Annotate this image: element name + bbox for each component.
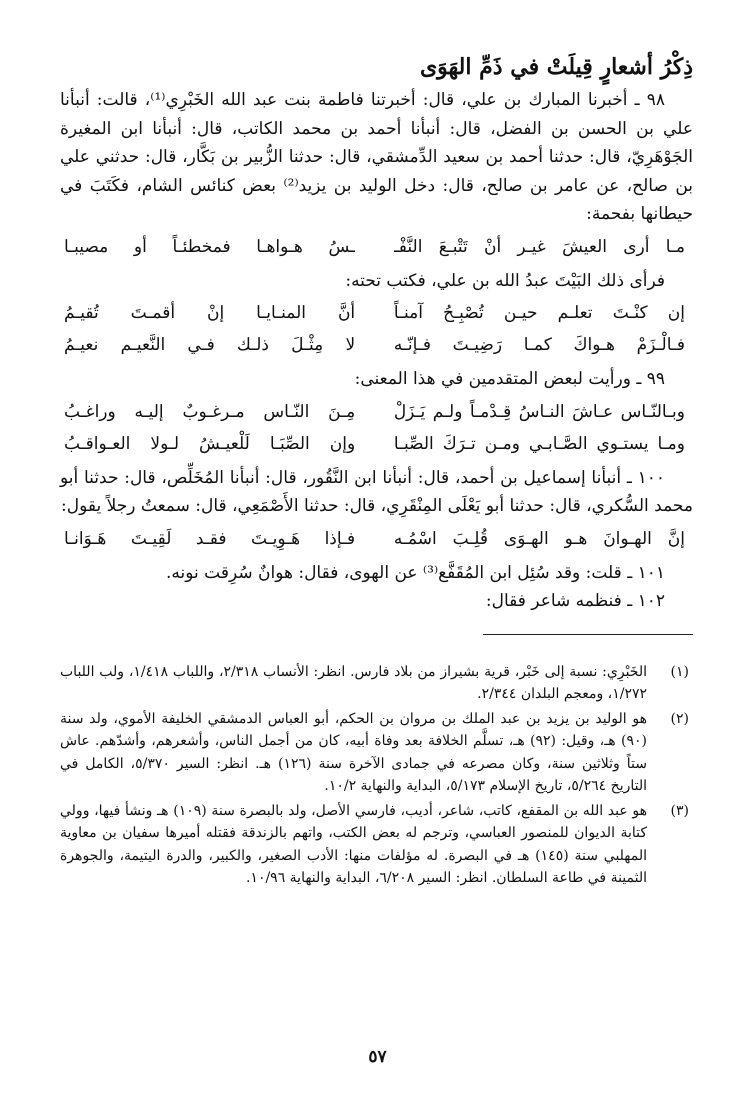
section-title: ذِكْرُ أشعارٍ قِيلَتْ في ذَمِّ الهَوَى (419, 54, 693, 80)
footnotes (60, 661, 693, 890)
footnote (60, 661, 693, 706)
footnote-number: (١) (670, 663, 689, 680)
verse-line (60, 523, 693, 555)
paragraph-reply: فرأى ذلك البَيْتَ عبدُ الله بن علي، فكتب تحته: (345, 270, 665, 291)
footnote (60, 800, 693, 890)
verse-second-hemistich: أنَّ المنـايـا إنْ أقمـتَ تُقيـمُ (64, 303, 356, 323)
footnote-text: الخَبْرِي: نسبة إلى خَبْر، قرية بشيراز من بلاد فارس. انظر: الأنساب ٢/٣١٨، واللباب ١/٤١٨، ولب اللباب ١/٢٧٢، ومعجم البلدان ٢/٣٤٤. (60, 663, 647, 702)
verse-line (60, 297, 693, 329)
footnote-separator (483, 634, 693, 635)
paragraph-102: ١٠٢ ـ فنظمه شاعر فقال: (485, 591, 665, 611)
verse-line (60, 428, 693, 460)
paragraph-100: ١٠٠ ـ أنبأنا إسماعيل بن أحمد، قال: أنبأنا ابن النَّقُور، قال: أنبأنا المُخَلِّص، قال: حدثنا أبو محمد السُّكري، قال: حدثنا أبو يَعْلَى المِنْقَرِي، قال: حدثنا الأَصْمَعِي، قال: سمعتُ رجلاً يقول: (60, 467, 693, 516)
verse-second-hemistich: ـسُ هـواهـا فمخطئـاً أو مصيبـا (64, 236, 356, 257)
verse-second-hemistich: مِـنَ النّـاس مـرغـوبٌ إليـه وراغـبُ (64, 401, 356, 422)
verse-second-hemistich: وإن الصِّبَـا لَلْعيـشُ لـولا العـواقـبُ (64, 433, 356, 454)
footnote-number: (٣) (670, 802, 689, 819)
verse-first-hemistich: وبـالنّـاس عـاشَ النـاسُ قِـدْمـاً ولـم يَـزَلْ (393, 401, 685, 422)
verse-second-hemistich: لا مِثْـلَ ذلـك فـي النَّعيـم نعيـمُ (64, 335, 356, 355)
verse-line (60, 329, 693, 361)
paragraph-98: ٩٨ ـ أخبرنا المبارك بن علي، قال: أخبرتنا فاطمة بنت عبد الله الخَبْرِي⁽¹⁾، قالت: أنبأنا علي بن الحسن بن الفضل، قال: أنبأنا أحمد بن محمد الكاتب، قال: أنبأنا ابن المغيرة الجَوْهَرِيّ، قال: حدثنا أحمد بن سعيد الدِّمشقي، قال: حدثنا الزُّبير بن بَكَّار، قال: حدثني علي بن صالح، عن عامر بن صالح، قال: دخل الوليد بن يزيد⁽²⁾ بعض كنائس الشام، فكَتَبَ في حيطانها بفحمة: (60, 90, 693, 224)
poem-block-3 (60, 396, 693, 460)
poem-block-2 (60, 297, 693, 361)
verse-line (60, 396, 693, 428)
verse-first-hemistich: ومـا يستـوي الصَّـابـي ومـن تـرَكَ الصِّبـا (393, 433, 685, 454)
page-number: ٥٧ (368, 1047, 387, 1067)
verse-first-hemistich: إنَّ الهـوانَ هـو الهـوَى قُلِـبَ اسْمُـه (393, 528, 685, 549)
poem-block-1 (60, 231, 693, 263)
footnote-number: (٢) (670, 710, 689, 727)
footnote-text: هو الوليد بن يزيد بن عبد الملك بن مروان بن الحكم، أبو العباس الدمشقي الخليفة الأموي، ولد سنة (٩٠) هـ، وقيل: (٩٢) هـ، تسلَّم الخلافة بعد وفاة أبيه، كان من أجمل الناس، وأشعرهم، وأشدّهم. عاش ستاً وثلاثين سنة، وكان مصرعه في جمادى الآخرة سنة (١٢٦) هـ. انظر: السير ٥/٣٧٠، الكامل في التاريخ ٥/٢٦٤، تاريخ الإسلام ٥/١٧٣، البداية والنهاية ١٠/٢. (60, 710, 647, 794)
footnote (60, 708, 693, 798)
paragraph-101: ١٠١ ـ قلت: وقد سُئِل ابن المُقَفَّع⁽³⁾ عن الهوى، فقال: هوانٌ سُرِقت نونه. (165, 562, 665, 583)
footnote-text: هو عبد الله بن المقفع، كاتب، شاعر، أديب، فارسي الأصل، ولد بالبصرة سنة (١٠٩) هـ ونشأ فيها، وولي كتابة الديوان للمنصور العباسي، وترجم له بعض الكتب، واتهم بالزندقة فقتله أميرها سفيان بن معاوية المهلبي سنة (١٤٥) هـ في البصرة. له مؤلفات منها: الأدب الصغير، والكبير، والدرة اليتيمة، والجوهرة الثمينة في طاعة السلطان. انظر: السير ٦/٢٠٨، البداية والنهاية ١٠/٩٦. (60, 802, 648, 886)
verse-first-hemistich: مـا أرى العيشَ غيـر أنْ تَتْبـعَ النَّفْـ (393, 236, 685, 257)
verse-first-hemistich: فـالْـزَمْ هـواكَ كمـا رَضِيـتَ فـإنّـه (393, 335, 685, 355)
poem-block-4 (60, 523, 693, 555)
verse-first-hemistich: إن كنْـتَ تعلـم حيـن تُصْبِـحُ آمنـاً (393, 303, 685, 323)
verse-line (60, 231, 693, 263)
verse-second-hemistich: فـإذا هَـوِيـتَ فقـد لَقِيـتَ هَـوَانـا (64, 528, 356, 549)
paragraph-99: ٩٩ ـ ورأيت لبعض المتقدمين في هذا المعنى: (354, 369, 665, 389)
